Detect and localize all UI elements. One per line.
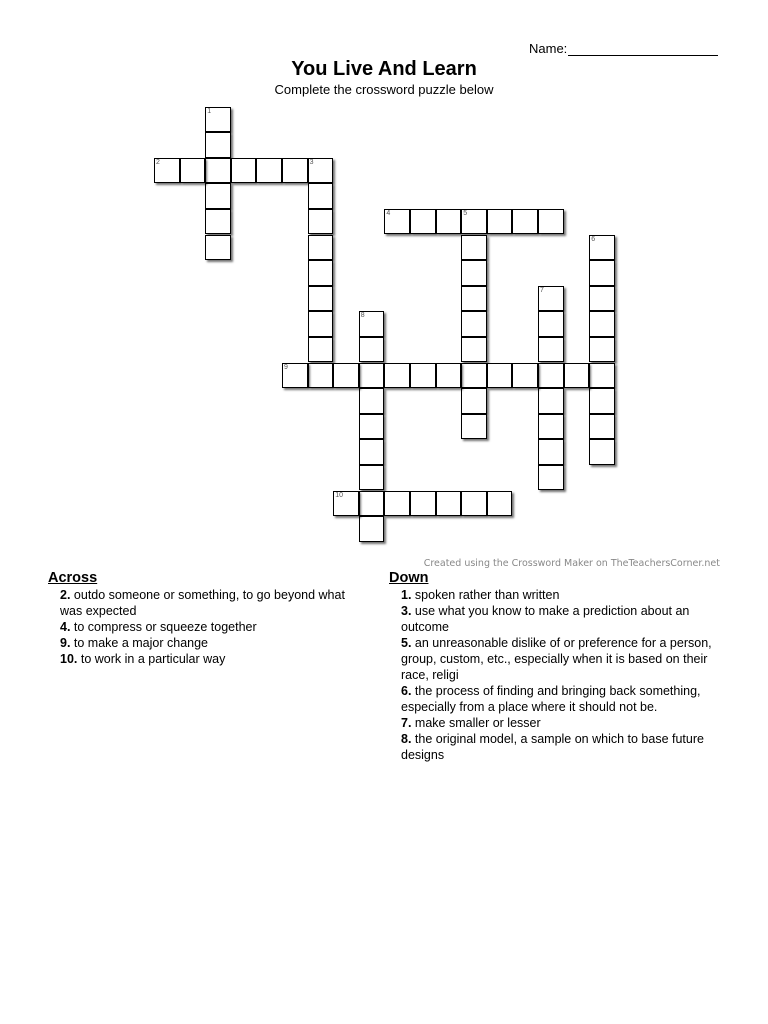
crossword-cell[interactable] — [180, 158, 206, 184]
crossword-cell[interactable] — [461, 388, 487, 414]
crossword-cell[interactable] — [359, 516, 385, 542]
crossword-cell[interactable] — [231, 158, 257, 184]
crossword-cell[interactable] — [205, 209, 231, 235]
crossword-cell[interactable] — [436, 209, 462, 235]
crossword-cell[interactable] — [384, 363, 410, 389]
clue-number-label: 10 — [335, 491, 343, 499]
crossword-cell[interactable] — [384, 209, 410, 235]
clue-number-label: 7 — [540, 286, 544, 294]
crossword-cell[interactable] — [538, 286, 564, 312]
crossword-cell[interactable] — [487, 491, 513, 517]
crossword-cell[interactable] — [359, 414, 385, 440]
crossword-cell[interactable] — [538, 363, 564, 389]
clue-number-label: 1 — [207, 107, 212, 115]
across-heading: Across — [48, 570, 98, 586]
crossword-cell[interactable] — [410, 209, 436, 235]
crossword-cell[interactable] — [461, 209, 487, 235]
crossword-cell[interactable] — [308, 363, 334, 389]
crossword-cell[interactable] — [538, 414, 564, 440]
crossword-cell[interactable] — [512, 209, 538, 235]
crossword-cell[interactable] — [333, 363, 359, 389]
crossword-cell[interactable] — [308, 158, 334, 184]
name-label: Name: — [529, 41, 568, 56]
down-heading: Down — [389, 570, 429, 586]
crossword-cell[interactable] — [308, 337, 334, 363]
crossword-cell[interactable] — [282, 363, 308, 389]
across-clue — [48, 587, 366, 619]
crossword-cell[interactable] — [564, 363, 590, 389]
clue-number: 2. — [60, 588, 71, 602]
clue-text: outdo someone or something, to go beyond what was expected — [60, 588, 345, 618]
crossword-cell[interactable] — [308, 311, 334, 337]
crossword-cell[interactable] — [333, 491, 359, 517]
crossword-cell[interactable] — [308, 209, 334, 235]
clue-number: 6. — [401, 684, 412, 698]
crossword-cell[interactable] — [308, 183, 334, 209]
crossword-cell[interactable] — [538, 311, 564, 337]
crossword-cell[interactable] — [282, 158, 308, 184]
crossword-cell[interactable] — [436, 363, 462, 389]
crossword-cell[interactable] — [410, 363, 436, 389]
crossword-cell[interactable] — [589, 235, 615, 261]
down-clue — [389, 587, 725, 603]
crossword-cell[interactable] — [154, 158, 180, 184]
down-clues — [389, 570, 725, 763]
crossword-cell[interactable] — [359, 491, 385, 517]
crossword-cell[interactable] — [589, 260, 615, 286]
across-clues — [48, 570, 366, 667]
clue-number: 5. — [401, 636, 412, 650]
crossword-cell[interactable] — [538, 337, 564, 363]
crossword-cell[interactable] — [410, 491, 436, 517]
clue-number-label: 5 — [463, 209, 468, 217]
clue-number-label: 4 — [386, 209, 391, 217]
page-title: You Live And Learn — [291, 58, 477, 80]
crossword-cell[interactable] — [461, 363, 487, 389]
clue-number: 4. — [60, 620, 71, 634]
clue-text: make smaller or lesser — [411, 716, 541, 730]
page-subtitle: Complete the crossword puzzle below — [274, 82, 494, 97]
crossword-cell[interactable] — [205, 132, 231, 158]
crossword-cell[interactable] — [384, 491, 410, 517]
clue-number: 10. — [60, 652, 78, 666]
across-clue — [48, 635, 366, 651]
clue-number: 9. — [60, 636, 71, 650]
crossword-cell[interactable] — [461, 286, 487, 312]
crossword-cell[interactable] — [487, 209, 513, 235]
crossword-cell[interactable] — [436, 491, 462, 517]
clue-text: an unreasonable dislike of or preference for a person, group, custom, etc., especially when it is based on their race, religi — [401, 636, 712, 682]
across-clue — [48, 619, 366, 635]
crossword-cell[interactable] — [461, 337, 487, 363]
crossword-cell[interactable] — [308, 286, 334, 312]
crossword-cell[interactable] — [308, 235, 334, 261]
crossword-cell[interactable] — [359, 363, 385, 389]
clue-number-label: 8 — [360, 312, 365, 320]
crossword-cell[interactable] — [308, 260, 334, 286]
clue-number-label: 3 — [309, 158, 314, 166]
crossword-cell[interactable] — [359, 465, 385, 491]
clue-text: spoken rather than written — [411, 588, 560, 602]
clue-number: 7. — [401, 716, 412, 730]
clue-text: use what you know to make a prediction about an outcome — [401, 604, 690, 634]
crossword-cell[interactable] — [538, 465, 564, 491]
down-clue — [389, 715, 725, 731]
clue-text: to make a major change — [70, 636, 209, 650]
crossword-cell[interactable] — [461, 311, 487, 337]
down-clue — [389, 731, 725, 763]
crossword-cell[interactable] — [461, 235, 487, 261]
crossword-cell[interactable] — [205, 107, 231, 133]
down-clue — [389, 635, 725, 683]
crossword-cell[interactable] — [359, 388, 385, 414]
clue-number-label: 6 — [591, 235, 596, 243]
clue-text: to compress or squeeze together — [70, 620, 257, 634]
down-clue — [389, 603, 725, 635]
crossword-cell[interactable] — [487, 363, 513, 389]
down-clue-list — [389, 587, 725, 763]
clue-text: the original model, a sample on which to base future designs — [401, 732, 704, 762]
clue-number-label: 9 — [284, 363, 288, 371]
crossword-cell[interactable] — [538, 388, 564, 414]
credit-text: Created using the Crossword Maker on TheTeachersCorner.net — [423, 558, 720, 569]
clue-number: 3. — [401, 604, 412, 618]
crossword-cell[interactable] — [256, 158, 282, 184]
crossword-cell[interactable] — [538, 439, 564, 465]
crossword-cell[interactable] — [461, 414, 487, 440]
crossword-cell[interactable] — [205, 235, 231, 261]
crossword-cell[interactable] — [205, 183, 231, 209]
down-clue — [389, 683, 725, 715]
across-clue — [48, 651, 366, 667]
crossword-cell[interactable] — [205, 158, 231, 184]
clue-text: to work in a particular way — [77, 652, 226, 666]
crossword-cell[interactable] — [589, 311, 615, 337]
crossword-cell[interactable] — [512, 363, 538, 389]
crossword-cell[interactable] — [589, 337, 615, 363]
crossword-cell[interactable] — [589, 439, 615, 465]
crossword-cell[interactable] — [359, 311, 385, 337]
crossword-cell[interactable] — [589, 363, 615, 389]
crossword-cell[interactable] — [461, 260, 487, 286]
crossword-cell[interactable] — [589, 286, 615, 312]
clue-number: 1. — [401, 588, 412, 602]
clue-text: the process of finding and bringing back something, especially from a place where it should not be. — [401, 684, 701, 714]
clue-number-label: 2 — [156, 158, 160, 166]
clue-number: 8. — [401, 732, 412, 746]
crossword-cell[interactable] — [359, 337, 385, 363]
crossword-cell[interactable] — [589, 388, 615, 414]
crossword-cell[interactable] — [589, 414, 615, 440]
crossword-cell[interactable] — [461, 491, 487, 517]
crossword-cell[interactable] — [359, 439, 385, 465]
crossword-cell[interactable] — [538, 209, 564, 235]
across-clue-list — [48, 587, 366, 667]
